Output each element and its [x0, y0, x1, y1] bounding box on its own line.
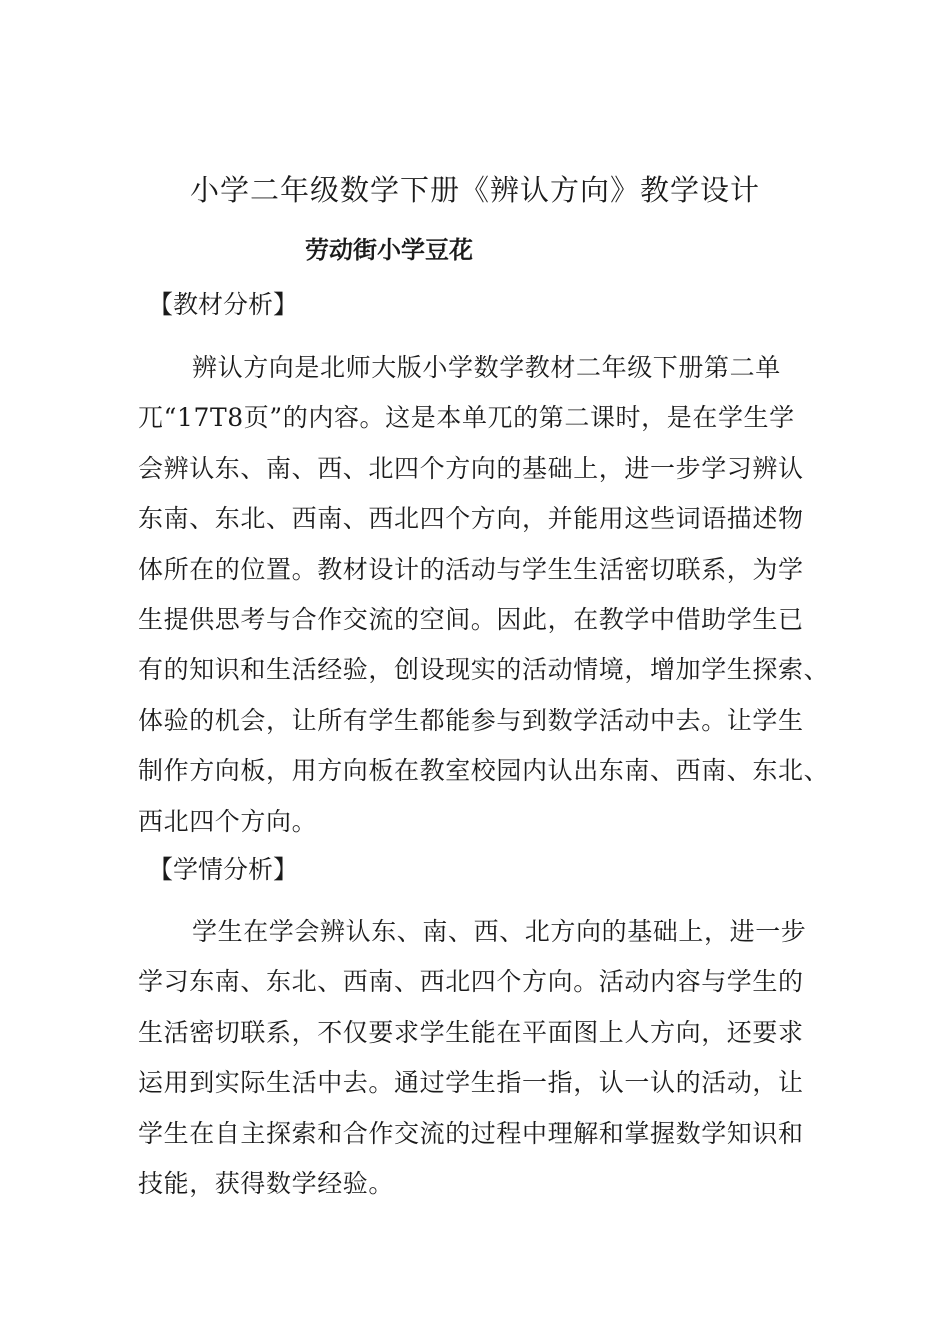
text-line: 兀“17T8页”的内容。这是本单兀的第二课时，是在学生学	[138, 403, 795, 433]
section-heading-textbook-analysis: 【教材分析】	[148, 290, 299, 319]
text-line: 学生在学会辨认东、南、西、北方向的基础上，进一步	[192, 917, 807, 946]
text-line: 有的知识和生活经验，创设现实的活动情境，增加学生探索、	[138, 655, 830, 685]
text-line: 学生在自主探索和合作交流的过程中理解和掌握数学知识和	[138, 1118, 804, 1148]
paragraph-learner-analysis	[138, 907, 828, 1209]
text-line: 会辨认东、南、西、北四个方向的基础上，进一步学习辨认	[138, 453, 804, 483]
text-line: 生活密切联系，不仅要求学生能在平面图上人方向，还要求	[138, 1017, 804, 1047]
paragraph-textbook-analysis	[138, 343, 828, 847]
text-line: 生提供思考与合作交流的空间。因此，在教学中借助学生已	[138, 604, 804, 634]
text-line: 体验的机会，让所有学生都能参与到数学活动中去。让学生	[138, 705, 804, 735]
text-line: 技能，获得数学经验。	[138, 1168, 395, 1198]
author-line: 劳动街小学豆花	[305, 236, 473, 264]
text-line: 运用到实际生活中去。通过学生指一指，认一认的活动，让	[138, 1068, 804, 1098]
text-line: 东南、东北、西南、西北四个方向，并能用这些词语描述物	[138, 504, 804, 534]
document-title: 小学二年级数学下册《辨认方向》教学设计	[189, 173, 760, 207]
section-heading-learner-analysis: 【学情分析】	[148, 855, 299, 884]
text-line: 辨认方向是北师大版小学数学教材二年级下册第二单	[192, 353, 781, 382]
text-line: 学习东南、东北、西南、西北四个方向。活动内容与学生的	[138, 967, 804, 997]
text-line: 西北四个方向。	[138, 806, 318, 836]
text-line: 制作方向板，用方向板在教室校园内认出东南、西南、东北、	[138, 756, 830, 786]
text-line: 体所在的位置。教材设计的活动与学生生活密切联系，为学	[138, 554, 804, 584]
